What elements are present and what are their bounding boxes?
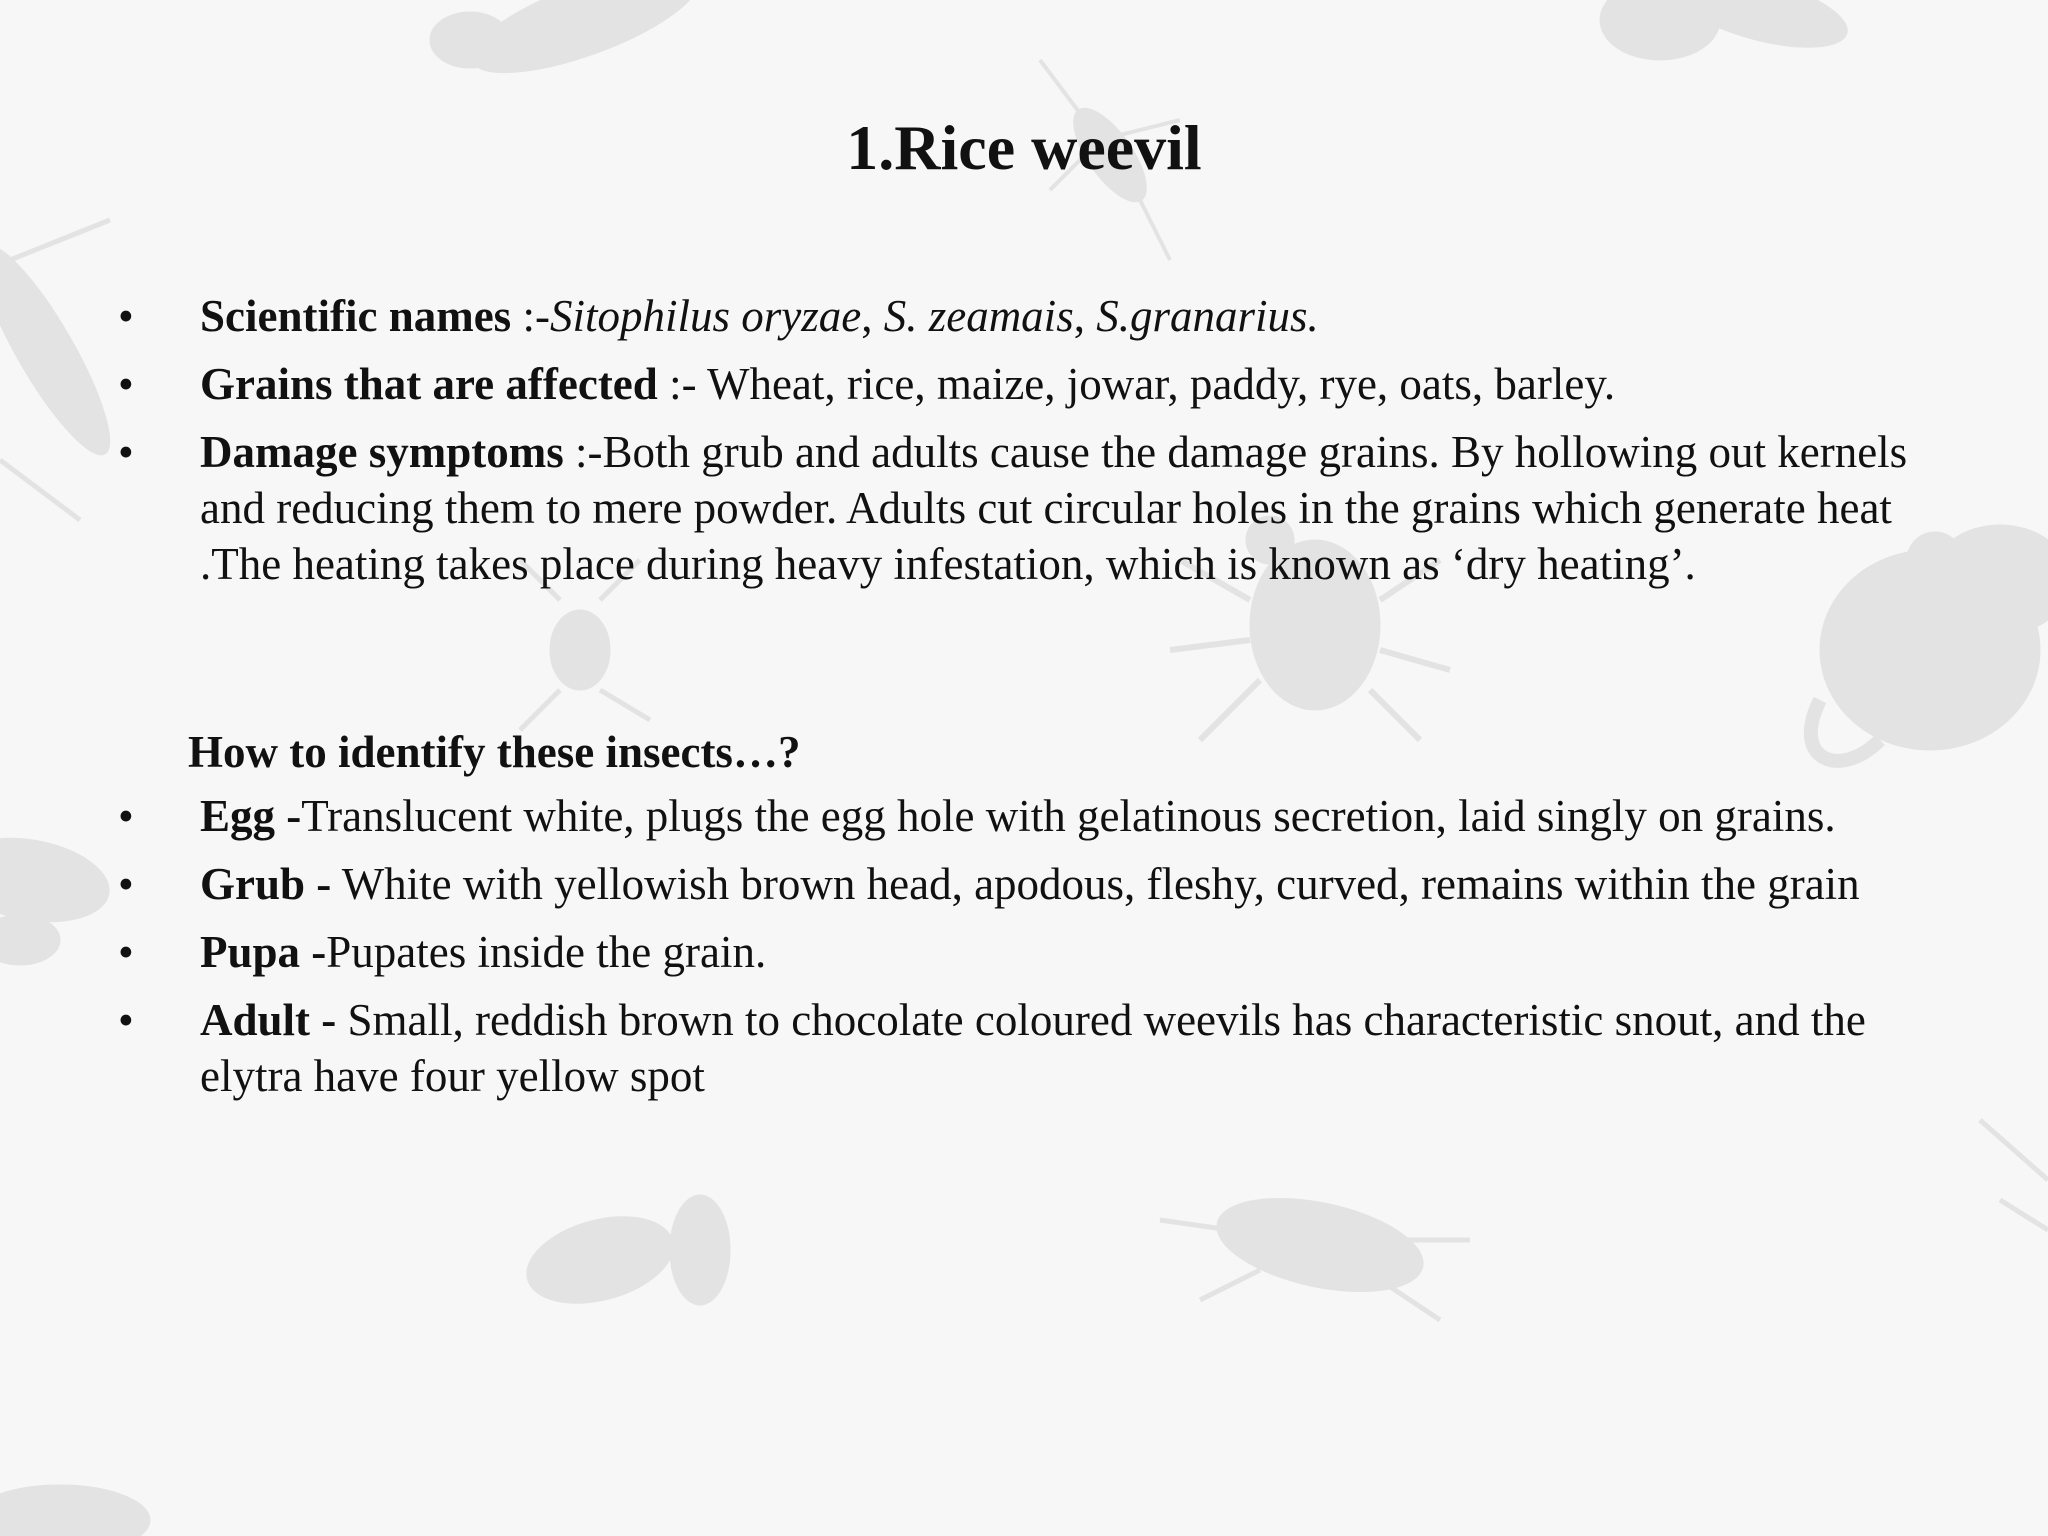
bullet-icon: •	[118, 927, 134, 977]
stage-list	[118, 788, 1928, 1116]
item-text: Translucent white, plugs the egg hole with gelatinous secretion, laid singly on grains.	[301, 791, 1836, 841]
bullet-icon: •	[118, 995, 134, 1045]
list-item	[118, 924, 1928, 980]
item-label: Damage symptoms	[200, 427, 564, 477]
slide-title: 1.Rice weevil	[846, 112, 1202, 183]
list-item	[118, 788, 1928, 844]
list-item	[118, 856, 1928, 912]
list-item	[118, 424, 1928, 592]
bullet-icon: •	[118, 291, 134, 341]
bullet-icon: •	[118, 427, 134, 477]
item-label: Adult -	[200, 995, 337, 1045]
bullet-icon: •	[118, 791, 134, 841]
item-separator: :-	[511, 291, 550, 341]
species-name: S.granarius.	[1096, 291, 1319, 341]
item-text: ,	[861, 291, 884, 341]
item-label: Scientific names	[200, 291, 512, 341]
list-item	[118, 992, 1928, 1104]
item-text: Pupates inside the grain.	[326, 927, 767, 977]
species-name: S. zeamais	[883, 291, 1074, 341]
item-text: Small, reddish brown to chocolate coloured weevils has characteristic snout, and the elytra have four yellow spot	[200, 995, 1866, 1101]
item-label: Egg -	[200, 791, 302, 841]
item-label: Grub -	[200, 859, 332, 909]
item-label: Grains that are affected	[200, 359, 658, 409]
bullet-icon: •	[118, 859, 134, 909]
item-text: :-Both grub and adults cause the damage grains. By hollowing out kernels and reducing them to mere powder. Adults cut circular holes in the grains which generate heat .The heating takes place during heavy infestation, which is known as ‘dry heating’.	[200, 427, 1908, 589]
item-text: White with yellowish brown head, apodous, fleshy, curved, remains within the grain	[331, 859, 1860, 909]
list-item	[118, 356, 1928, 412]
info-list	[118, 288, 1928, 604]
item-text: ,	[1073, 291, 1097, 341]
species-name: Sitophilus oryzae	[549, 291, 862, 341]
list-item	[118, 288, 1928, 344]
identify-heading: How to identify these insects…?	[188, 727, 801, 777]
bullet-icon: •	[118, 359, 134, 409]
item-label: Pupa -	[200, 927, 327, 977]
item-text: :- Wheat, rice, maize, jowar, paddy, rye, oats, barley.	[657, 359, 1616, 409]
